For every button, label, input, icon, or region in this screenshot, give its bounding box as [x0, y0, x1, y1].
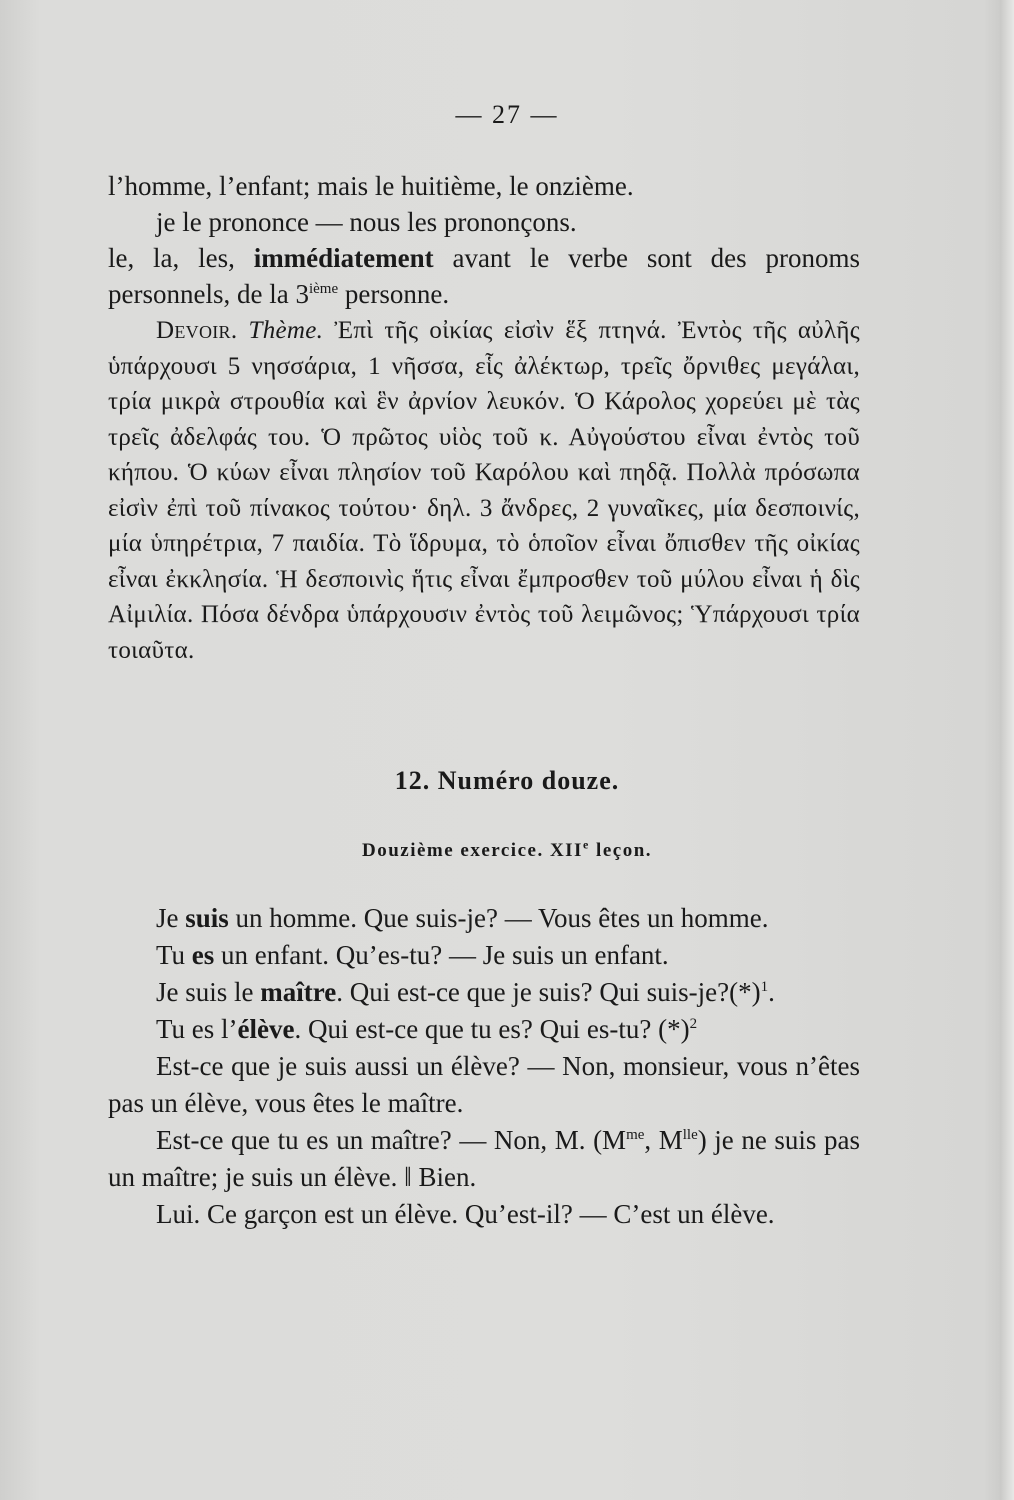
section-subtitle: Douzième exercice. XIIe leçon. — [361, 837, 653, 861]
page-edge — [1000, 0, 1014, 1500]
text-line: je le prononce — nous les prononçons. — [156, 207, 577, 237]
page-number: — 27 — — [455, 100, 559, 129]
text-paragraph: le, la, les, immédiatement avant le verbe sont des pronoms personnels, de la 3ième personne. — [108, 243, 860, 309]
lesson-body — [108, 900, 860, 1233]
lesson-paragraph: Lui. Ce garçon est un élève. Qu’est-il? — C’est un élève. — [156, 1199, 775, 1229]
lesson-paragraph: Tu es l’élève. Qui est-ce que tu es? Qui es-tu? $(*)^2$ — [156, 1014, 698, 1044]
greek-text: Ἐπὶ τῆς οἰκίας εἰσὶν ἕξ πτηνά. Ἐντὸς τῆς αὐλῆς ὑπάρχουσι 5 νησσάρια, 1 νῆσσα, εἷς ἀλέκτωρ, τρεῖς ὄρνιθες μεγάλαι, τρία μικρὰ στρουθία καὶ ἓν ἀρνίον λευκόν. Ὁ Κάρολος χορεύει μὲ τὰς τρεῖς ἀδελφάς του. Ὁ πρῶτος υἱὸς τοῦ κ. Αὐγούστου εἶναι ἐντὸς τοῦ κήπου. Ὁ κύων εἶναι πλησίον τοῦ Καρόλου καὶ πηδᾷ. Πολλὰ πρόσωπα εἰσὶν ἐπὶ τοῦ πίνακος τούτου· δηλ. 3 ἄνδρες, 2 γυναῖκες, μία δεσποινίς, μία ὑπηρέτρια, 7 παιδία. Τὸ ἵδρυμα, τὸ ὁποῖον εἶναι ὄπισθεν τῆς οἰκίας εἶναι ἐκκλησία. Ἡ δεσποινὶς ἥτις εἶναι ἔμπροσθεν τοῦ μύλου εἶναι ἡ δὶς Αἰμιλία. Πόσα δένδρα ὑπάρχουσιν ἐντὸς τοῦ λειμῶνος; Ὑπάρχουσι τρία τοιαῦτα. — [108, 317, 860, 664]
greek-exercise — [108, 313, 860, 668]
devoir-label: Devoir. — [156, 317, 238, 344]
theme-label: Thème. — [248, 317, 324, 344]
lesson-paragraph: Est-ce que tu es un maître? — Non, M. ($M^{me}$, $M^{lle}$) je ne suis pas un maître; je suis un élève. ‖ Bien. — [108, 1125, 861, 1192]
devoir-paragraph — [108, 313, 860, 668]
lesson-paragraph: Je suis le maître. Qui est-ce que je suis? Qui suis-$je?(*)^1$. — [156, 977, 775, 1007]
top-paragraph — [108, 168, 860, 312]
text-line: l’homme, l’enfant; mais le huitième, le onzième. — [108, 171, 634, 201]
section-title: 12. Numéro douze. — [394, 766, 620, 795]
lesson-paragraph: Je suis un homme. Que suis-je? — Vous êtes un homme. — [156, 903, 769, 933]
lesson-paragraph: Tu es un enfant. Qu’es-tu? — Je suis un enfant. — [156, 940, 669, 970]
lesson-paragraph: Est-ce que je suis aussi un élève? — Non, monsieur, vous n’êtes pas un élève, vous êtes le maître. — [108, 1051, 860, 1118]
